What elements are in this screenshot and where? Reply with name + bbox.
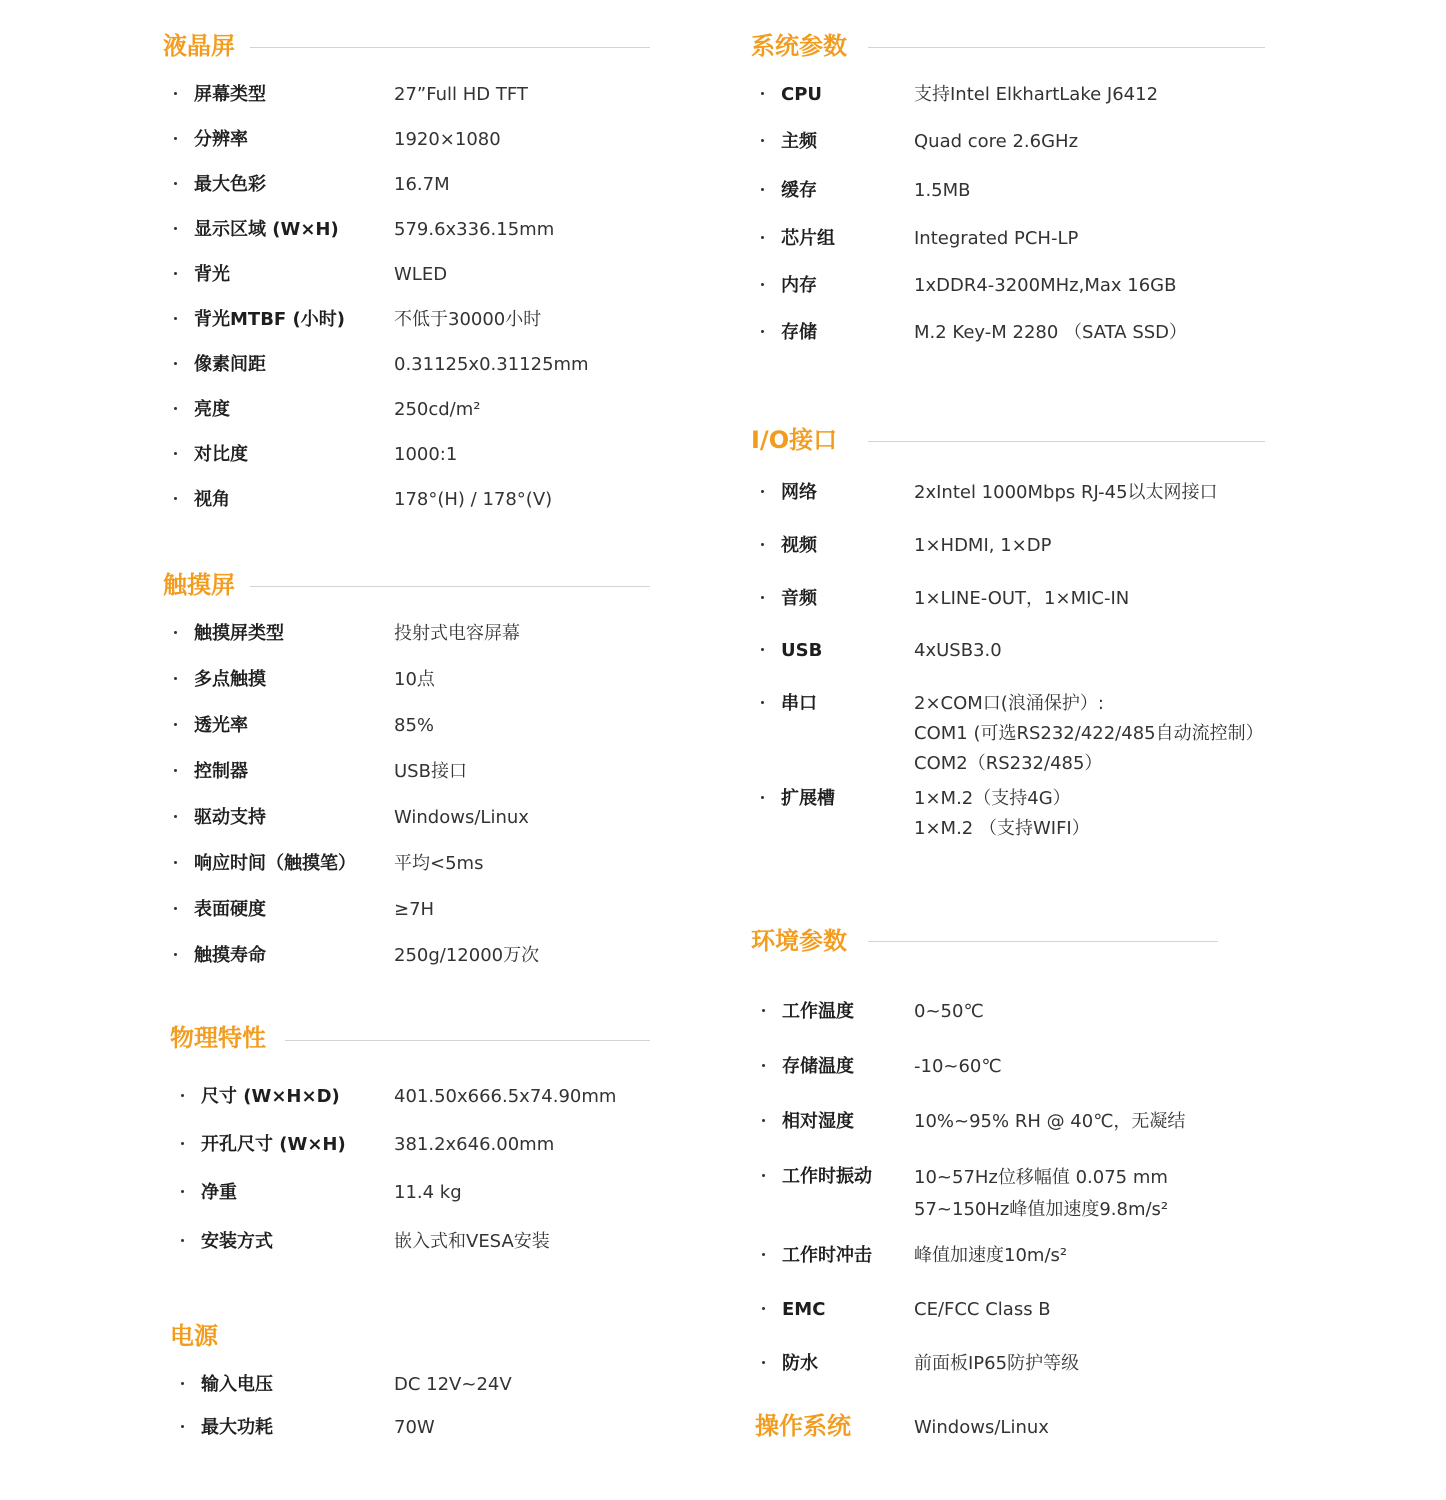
- bullet-dot: [761, 796, 764, 799]
- spec-row: [174, 849, 654, 879]
- spec-label: 透光率: [194, 715, 248, 736]
- spec-value: 平均<5ms: [394, 853, 484, 874]
- spec-value: 1xDDR4-3200MHz,Max 16GB: [914, 275, 1177, 296]
- spec-row: [762, 1107, 1302, 1137]
- bullet-dot: [761, 92, 764, 95]
- spec-value: [914, 689, 1264, 779]
- spec-row: [761, 80, 1301, 110]
- spec-value: 0~50℃: [914, 1001, 984, 1022]
- spec-row: [174, 260, 654, 290]
- bullet-dot: [174, 182, 177, 185]
- spec-value: 10%~95% RH @ 40℃，无凝结: [914, 1111, 1186, 1132]
- value-line: 1×M.2（支持4G）: [914, 788, 1071, 809]
- spec-row: [181, 1178, 651, 1208]
- spec-value: 10点: [394, 669, 435, 690]
- spec-value: 1920×1080: [394, 129, 501, 150]
- spec-label: 驱动支持: [194, 807, 266, 828]
- bullet-dot: [174, 227, 177, 230]
- spec-label: 防水: [782, 1353, 818, 1374]
- spec-row: [181, 1227, 651, 1257]
- spec-label: 触摸寿命: [194, 945, 266, 966]
- power-section-title: 电源: [170, 1322, 218, 1350]
- bullet-dot: [762, 1119, 765, 1122]
- spec-row: [761, 636, 1321, 666]
- spec-label: CPU: [781, 84, 823, 105]
- spec-value: 381.2x646.00mm: [394, 1134, 555, 1155]
- lcd-section-rule: [250, 47, 650, 48]
- spec-label: 工作时振动: [782, 1166, 872, 1187]
- spec-value: USB接口: [394, 761, 467, 782]
- spec-row: [762, 1241, 1302, 1271]
- spec-value: DC 12V~24V: [394, 1374, 512, 1395]
- value-line: 57~150Hz峰值加速度9.8m/s²: [914, 1199, 1169, 1220]
- physical-section-title: 物理特性: [170, 1024, 266, 1052]
- spec-value: 401.50x666.5x74.90mm: [394, 1086, 617, 1107]
- io-section-rule: [868, 441, 1265, 442]
- bullet-dot: [761, 701, 764, 704]
- bullet-dot: [174, 631, 177, 634]
- spec-value: 前面板IP65防护等级: [914, 1353, 1080, 1374]
- spec-label: 亮度: [194, 399, 230, 420]
- io-section-title: I/O接口: [751, 426, 838, 454]
- os-section-title: 操作系统: [755, 1412, 851, 1440]
- bullet-dot: [762, 1361, 765, 1364]
- bullet-dot: [761, 283, 764, 286]
- spec-label: 响应时间（触摸笔）: [194, 853, 356, 874]
- spec-row: [762, 1349, 1302, 1379]
- spec-label: 内存: [781, 275, 817, 296]
- spec-row: [174, 757, 654, 787]
- spec-value: 峰值加速度10m/s²: [914, 1245, 1068, 1266]
- spec-row: [174, 350, 654, 380]
- spec-row: [761, 127, 1301, 157]
- spec-label: 最大功耗: [201, 1417, 273, 1438]
- bullet-dot: [174, 907, 177, 910]
- spec-label: 最大色彩: [194, 174, 266, 195]
- spec-value: Quad core 2.6GHz: [914, 131, 1079, 152]
- spec-label: 存储温度: [782, 1056, 854, 1077]
- spec-label: 表面硬度: [194, 899, 266, 920]
- spec-label: 视角: [194, 489, 230, 510]
- spec-row: [174, 485, 654, 515]
- value-line: COM2（RS232/485）: [914, 753, 1103, 774]
- spec-value: 1000:1: [394, 444, 458, 465]
- bullet-dot: [762, 1307, 765, 1310]
- spec-label: 对比度: [194, 444, 248, 465]
- bullet-dot: [174, 452, 177, 455]
- spec-row: [181, 1370, 651, 1400]
- spec-label: 尺寸 (W×H×D): [201, 1086, 340, 1107]
- spec-row: [762, 1295, 1302, 1325]
- spec-row: [174, 125, 654, 155]
- spec-row: [174, 395, 654, 425]
- spec-value: 178°(H) / 178°(V): [394, 489, 553, 510]
- bullet-dot: [174, 723, 177, 726]
- spec-value: 支持Intel ElkhartLake J6412: [914, 84, 1159, 105]
- bullet-dot: [761, 596, 764, 599]
- spec-row: [761, 531, 1321, 561]
- spec-row: [761, 224, 1301, 254]
- spec-label: 相对湿度: [782, 1111, 854, 1132]
- spec-row: [761, 271, 1301, 301]
- bullet-dot: [174, 497, 177, 500]
- spec-value: 嵌入式和VESA安装: [394, 1231, 550, 1252]
- spec-value: [914, 784, 1090, 844]
- spec-value: Windows/Linux: [394, 807, 529, 828]
- spec-label: 串口: [781, 693, 817, 714]
- spec-value: 投射式电容屏幕: [394, 623, 520, 644]
- bullet-dot: [174, 272, 177, 275]
- bullet-dot: [174, 362, 177, 365]
- spec-value: 1×HDMI, 1×DP: [914, 535, 1052, 556]
- bullet-dot: [174, 815, 177, 818]
- spec-row: [181, 1413, 651, 1443]
- spec-row: [181, 1130, 651, 1160]
- spec-row: [174, 803, 654, 833]
- bullet-dot: [762, 1064, 765, 1067]
- spec-row: [174, 80, 654, 110]
- spec-value: 579.6x336.15mm: [394, 219, 555, 240]
- spec-value: CE/FCC Class B: [914, 1299, 1051, 1320]
- physical-section-rule: [285, 1040, 650, 1041]
- spec-label: USB: [781, 640, 823, 661]
- spec-value: 4xUSB3.0: [914, 640, 1002, 661]
- spec-value: 27”Full HD TFT: [394, 84, 528, 105]
- value-line: COM1 (可选RS232/422/485自动流控制）: [914, 723, 1264, 744]
- spec-value: 1×LINE-OUT，1×MIC-IN: [914, 588, 1130, 609]
- spec-value: WLED: [394, 264, 448, 285]
- spec-row: [174, 440, 654, 470]
- spec-row: [174, 895, 654, 925]
- spec-label: EMC: [782, 1299, 826, 1320]
- spec-value: Integrated PCH-LP: [914, 228, 1079, 249]
- os-value: Windows/Linux: [914, 1417, 1049, 1438]
- spec-label: 开孔尺寸 (W×H): [201, 1134, 346, 1155]
- spec-value: 2xIntel 1000Mbps RJ-45以太网接口: [914, 482, 1218, 503]
- spec-row: [762, 1162, 1302, 1226]
- spec-row: [174, 170, 654, 200]
- spec-value: 0.31125x0.31125mm: [394, 354, 589, 375]
- spec-label: 分辨率: [194, 129, 248, 150]
- spec-label: 背光MTBF (小时): [194, 309, 345, 330]
- bullet-dot: [174, 861, 177, 864]
- spec-label: 扩展槽: [781, 788, 835, 809]
- spec-row: [174, 711, 654, 741]
- spec-value: 16.7M: [394, 174, 450, 195]
- bullet-dot: [762, 1174, 765, 1177]
- bullet-dot: [181, 1142, 184, 1145]
- spec-value: 85%: [394, 715, 435, 736]
- spec-label: 网络: [781, 482, 817, 503]
- bullet-dot: [761, 236, 764, 239]
- bullet-dot: [761, 139, 764, 142]
- spec-row: [761, 689, 1321, 779]
- spec-row: [762, 997, 1302, 1027]
- bullet-dot: [181, 1382, 184, 1385]
- spec-row: [761, 584, 1321, 614]
- spec-value: 70W: [394, 1417, 435, 1438]
- bullet-dot: [762, 1009, 765, 1012]
- bullet-dot: [174, 407, 177, 410]
- spec-value: ≥7H: [394, 899, 435, 920]
- value-line: 10~57Hz位移幅值 0.075 mm: [914, 1167, 1168, 1188]
- touch-section-rule: [250, 586, 650, 587]
- spec-value: M.2 Key-M 2280 （SATA SSD）: [914, 322, 1188, 343]
- spec-value: 250g/12000万次: [394, 945, 540, 966]
- spec-row: [762, 1052, 1302, 1082]
- spec-label: 显示区域 (W×H): [194, 219, 339, 240]
- bullet-dot: [762, 1253, 765, 1256]
- spec-label: 音频: [781, 588, 817, 609]
- spec-row: [761, 318, 1301, 348]
- spec-row: [761, 784, 1321, 844]
- bullet-dot: [181, 1190, 184, 1193]
- spec-label: 安装方式: [201, 1231, 273, 1252]
- spec-value: 250cd/m²: [394, 399, 481, 420]
- spec-label: 主频: [781, 131, 817, 152]
- spec-label: 存储: [781, 322, 817, 343]
- spec-label: 工作时冲击: [782, 1245, 872, 1266]
- spec-label: 缓存: [781, 180, 817, 201]
- spec-label: 触摸屏类型: [194, 623, 284, 644]
- spec-value: 11.4 kg: [394, 1182, 462, 1203]
- spec-row: [761, 176, 1301, 206]
- spec-label: 净重: [201, 1182, 237, 1203]
- bullet-dot: [761, 648, 764, 651]
- value-line: 2×COM口(浪涌保护）:: [914, 693, 1104, 714]
- bullet-dot: [174, 953, 177, 956]
- spec-label: 输入电压: [201, 1374, 273, 1395]
- lcd-section-title: 液晶屏: [163, 32, 235, 60]
- env-section-title: 环境参数: [751, 927, 847, 955]
- system-section-title: 系统参数: [751, 32, 847, 60]
- spec-label: 控制器: [194, 761, 248, 782]
- bullet-dot: [761, 330, 764, 333]
- spec-value: -10~60℃: [914, 1056, 1002, 1077]
- spec-value: 1.5MB: [914, 180, 971, 201]
- bullet-dot: [761, 188, 764, 191]
- bullet-dot: [181, 1094, 184, 1097]
- spec-row: [174, 941, 654, 971]
- spec-row: [174, 215, 654, 245]
- bullet-dot: [174, 92, 177, 95]
- system-section-rule: [868, 47, 1265, 48]
- spec-row: [761, 478, 1321, 508]
- spec-label: 背光: [194, 264, 230, 285]
- spec-label: 视频: [781, 535, 817, 556]
- bullet-dot: [181, 1425, 184, 1428]
- bullet-dot: [761, 543, 764, 546]
- env-section-rule: [868, 941, 1218, 942]
- bullet-dot: [174, 317, 177, 320]
- bullet-dot: [174, 677, 177, 680]
- spec-label: 屏幕类型: [194, 84, 266, 105]
- spec-row: [174, 665, 654, 695]
- bullet-dot: [174, 137, 177, 140]
- spec-row: [174, 619, 654, 649]
- spec-value: [914, 1162, 1168, 1226]
- spec-row: [174, 305, 654, 335]
- spec-label: 芯片组: [781, 228, 835, 249]
- spec-label: 工作温度: [782, 1001, 854, 1022]
- spec-row: [181, 1082, 651, 1112]
- value-line: 1×M.2 （支持WIFI）: [914, 818, 1090, 839]
- bullet-dot: [174, 769, 177, 772]
- spec-value: 不低于30000小时: [394, 309, 542, 330]
- spec-label: 多点触摸: [194, 669, 266, 690]
- bullet-dot: [181, 1239, 184, 1242]
- touch-section-title: 触摸屏: [163, 571, 235, 599]
- bullet-dot: [761, 490, 764, 493]
- spec-label: 像素间距: [194, 354, 266, 375]
